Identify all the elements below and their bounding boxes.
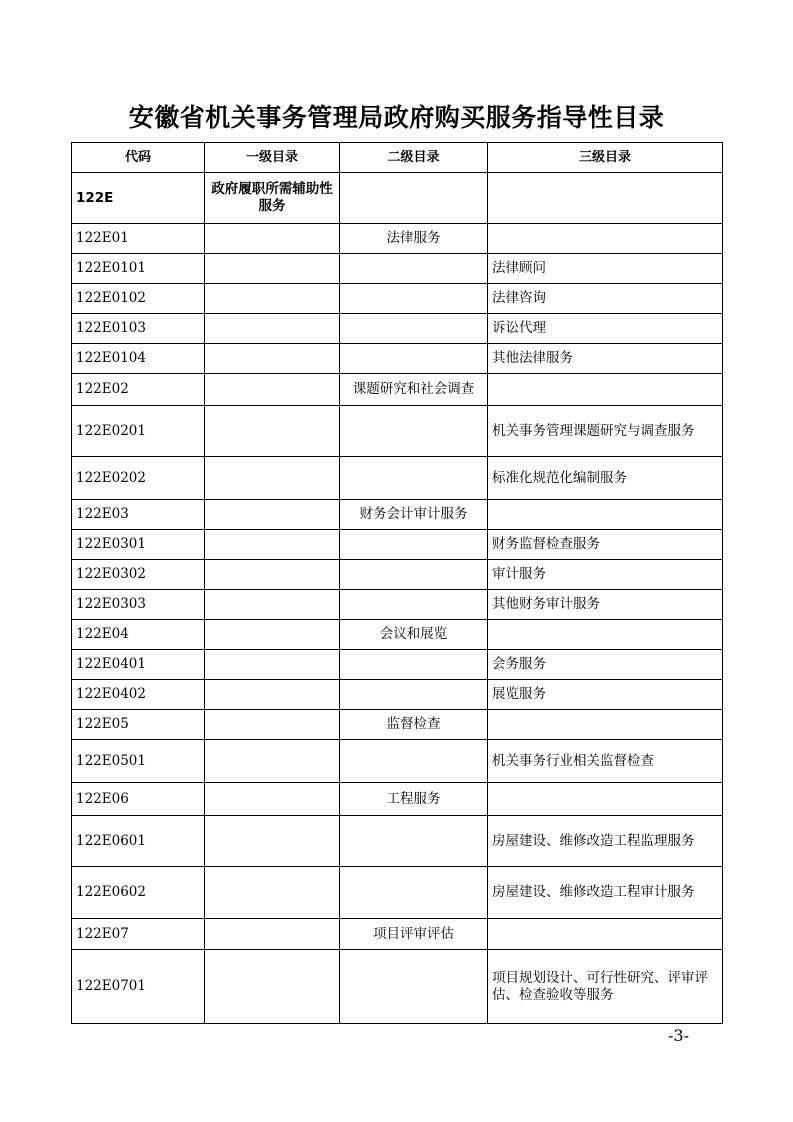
row-level2 bbox=[340, 173, 488, 224]
row-code: 122E0104 bbox=[72, 344, 205, 374]
row-code: 122E0303 bbox=[72, 590, 205, 620]
row-level2: 法律服务 bbox=[340, 224, 488, 254]
row-code: 122E07 bbox=[72, 919, 205, 950]
row-level2 bbox=[340, 344, 488, 374]
row-level2 bbox=[340, 406, 488, 457]
row-code: 122E0201 bbox=[72, 406, 205, 457]
row-level2: 工程服务 bbox=[340, 783, 488, 816]
table-row bbox=[72, 314, 723, 344]
row-level3 bbox=[488, 783, 723, 816]
row-level1 bbox=[205, 406, 340, 457]
row-code: 122E0302 bbox=[72, 560, 205, 590]
row-level1 bbox=[205, 344, 340, 374]
row-level3: 其他法律服务 bbox=[488, 344, 723, 374]
row-level3: 财务监督检查服务 bbox=[488, 530, 723, 560]
row-level2 bbox=[340, 254, 488, 284]
table-row bbox=[72, 374, 723, 406]
row-level2: 财务会计审计服务 bbox=[340, 500, 488, 530]
row-code: 122E0601 bbox=[72, 816, 205, 867]
row-level1 bbox=[205, 284, 340, 314]
row-code: 122E0103 bbox=[72, 314, 205, 344]
row-level2 bbox=[340, 457, 488, 500]
table-row bbox=[72, 650, 723, 680]
row-level1 bbox=[205, 919, 340, 950]
table-row bbox=[72, 406, 723, 457]
document-title: 安徽省机关事务管理局政府购买服务指导性目录 bbox=[128, 103, 665, 132]
table-row bbox=[72, 254, 723, 284]
row-code: 122E0401 bbox=[72, 650, 205, 680]
row-code: 122E bbox=[72, 173, 205, 224]
row-level3: 房屋建设、维修改造工程审计服务 bbox=[488, 867, 723, 919]
row-code: 122E02 bbox=[72, 374, 205, 406]
row-level2 bbox=[340, 560, 488, 590]
row-level1 bbox=[205, 590, 340, 620]
row-code: 122E0202 bbox=[72, 457, 205, 500]
table-row bbox=[72, 173, 723, 224]
row-level3: 其他财务审计服务 bbox=[488, 590, 723, 620]
header-code: 代码 bbox=[72, 143, 205, 173]
page-number: -3- bbox=[668, 1026, 689, 1045]
table-row bbox=[72, 816, 723, 867]
row-level1 bbox=[205, 950, 340, 1024]
row-code: 122E0402 bbox=[72, 680, 205, 710]
table-row bbox=[72, 783, 723, 816]
row-code: 122E0101 bbox=[72, 254, 205, 284]
row-level2 bbox=[340, 816, 488, 867]
row-level3: 会务服务 bbox=[488, 650, 723, 680]
row-level1 bbox=[205, 710, 340, 740]
row-level1 bbox=[205, 374, 340, 406]
row-level3: 诉讼代理 bbox=[488, 314, 723, 344]
table-row bbox=[72, 710, 723, 740]
row-level2 bbox=[340, 740, 488, 783]
row-code: 122E03 bbox=[72, 500, 205, 530]
row-code: 122E05 bbox=[72, 710, 205, 740]
table-row bbox=[72, 950, 723, 1024]
row-level3 bbox=[488, 620, 723, 650]
row-level1 bbox=[205, 530, 340, 560]
row-level3: 机关事务行业相关监督检查 bbox=[488, 740, 723, 783]
table-row bbox=[72, 284, 723, 314]
table-row bbox=[72, 680, 723, 710]
row-level2: 会议和展览 bbox=[340, 620, 488, 650]
row-level3: 项目规划设计、可行性研究、评审评估、检查验收等服务 bbox=[488, 950, 723, 1024]
table-row bbox=[72, 560, 723, 590]
row-code: 122E04 bbox=[72, 620, 205, 650]
row-level1 bbox=[205, 650, 340, 680]
table-row bbox=[72, 224, 723, 254]
row-level3: 房屋建设、维修改造工程监理服务 bbox=[488, 816, 723, 867]
table-row bbox=[72, 620, 723, 650]
table-row bbox=[72, 344, 723, 374]
row-level2 bbox=[340, 314, 488, 344]
row-level1 bbox=[205, 560, 340, 590]
row-level1 bbox=[205, 816, 340, 867]
row-level1 bbox=[205, 254, 340, 284]
row-code: 122E0501 bbox=[72, 740, 205, 783]
header-level2: 二级目录 bbox=[340, 143, 488, 173]
row-level2 bbox=[340, 590, 488, 620]
row-level3: 法律咨询 bbox=[488, 284, 723, 314]
row-level2 bbox=[340, 530, 488, 560]
row-code: 122E0602 bbox=[72, 867, 205, 919]
row-level1 bbox=[205, 457, 340, 500]
row-level2 bbox=[340, 867, 488, 919]
row-level3 bbox=[488, 173, 723, 224]
row-level1 bbox=[205, 680, 340, 710]
row-level1: 政府履职所需辅助性服务 bbox=[205, 173, 340, 224]
row-level1 bbox=[205, 500, 340, 530]
row-level3: 标准化规范化编制服务 bbox=[488, 457, 723, 500]
row-level1 bbox=[205, 620, 340, 650]
table-row bbox=[72, 457, 723, 500]
row-level1 bbox=[205, 783, 340, 816]
row-level2: 监督检查 bbox=[340, 710, 488, 740]
row-level3 bbox=[488, 224, 723, 254]
row-level3 bbox=[488, 500, 723, 530]
row-code: 122E0701 bbox=[72, 950, 205, 1024]
row-level3: 展览服务 bbox=[488, 680, 723, 710]
row-level2 bbox=[340, 680, 488, 710]
row-level3: 审计服务 bbox=[488, 560, 723, 590]
row-level2 bbox=[340, 650, 488, 680]
row-level1 bbox=[205, 740, 340, 783]
row-level3: 机关事务管理课题研究与调查服务 bbox=[488, 406, 723, 457]
table-header-row bbox=[72, 143, 723, 173]
header-level3: 三级目录 bbox=[488, 143, 723, 173]
row-level1 bbox=[205, 314, 340, 344]
header-level1: 一级目录 bbox=[205, 143, 340, 173]
row-level2 bbox=[340, 950, 488, 1024]
table-row bbox=[72, 919, 723, 950]
row-level3 bbox=[488, 374, 723, 406]
row-code: 122E06 bbox=[72, 783, 205, 816]
row-level2: 项目评审评估 bbox=[340, 919, 488, 950]
row-level2: 课题研究和社会调查 bbox=[340, 374, 488, 406]
row-level3 bbox=[488, 710, 723, 740]
table-row bbox=[72, 530, 723, 560]
row-code: 122E01 bbox=[72, 224, 205, 254]
catalog-table bbox=[71, 142, 723, 1024]
row-level3: 法律顾问 bbox=[488, 254, 723, 284]
table-row bbox=[72, 740, 723, 783]
row-level1 bbox=[205, 224, 340, 254]
row-level2 bbox=[340, 284, 488, 314]
row-level3 bbox=[488, 919, 723, 950]
table-row bbox=[72, 590, 723, 620]
row-level1 bbox=[205, 867, 340, 919]
table-row bbox=[72, 867, 723, 919]
row-code: 122E0301 bbox=[72, 530, 205, 560]
row-code: 122E0102 bbox=[72, 284, 205, 314]
table-row bbox=[72, 500, 723, 530]
